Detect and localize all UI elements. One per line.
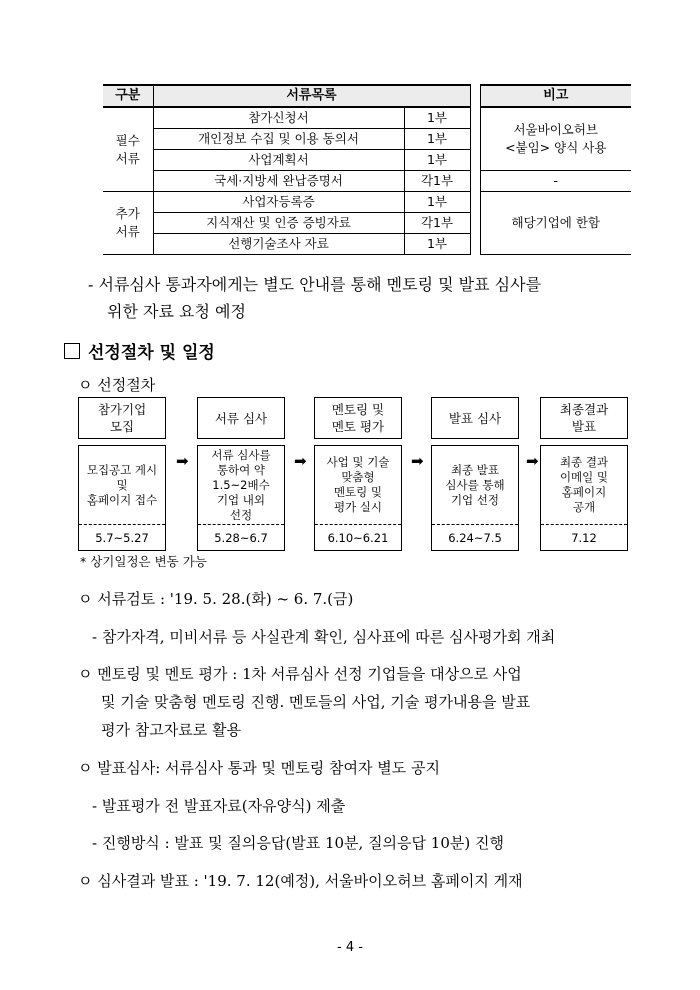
checkbox-square-icon: [64, 343, 80, 359]
note-required: [480, 107, 631, 171]
note-tax: -: [480, 171, 631, 192]
item-result: ㅇ 심사결과 발표 : '19. 7. 12(예정), 서울바이오허브 홈페이지 게재: [78, 872, 523, 890]
step-body: [540, 445, 628, 551]
page-number: - 4 -: [337, 940, 363, 955]
qty-cell: 1부: [404, 234, 470, 255]
step-date: 5.7~5.27: [79, 524, 165, 550]
item-mentoring-line2: 및 기술 맞춤형 멘토링 진행. 멘토들의 사업, 기술 평가내용을 발표: [101, 693, 531, 711]
header-note: 비고: [480, 85, 631, 107]
step-title: 멘토링 및 멘토 평가: [314, 397, 402, 439]
group-required-label-bottom: 서류: [115, 150, 140, 166]
step-date: 6.10~6.21: [315, 524, 401, 550]
item-presentation-sub1: - 발표평가 전 발표자료(자유양식) 제출: [92, 797, 346, 815]
step-desc: 최종 발표 심사를 통해 기업 선정: [445, 462, 505, 507]
step-date: 5.28~6.7: [198, 524, 284, 550]
doc-cell: 국세·지방세 완납증명서: [153, 171, 404, 192]
item-review-sub: - 참가자격, 미비서류 등 사실관계 확인, 심사표에 따른 심사평가회 개최: [92, 628, 556, 646]
table-row: [103, 171, 631, 192]
doc-cell: 참가신청서: [153, 107, 404, 129]
step-title: 발표 심사: [431, 397, 519, 439]
step-desc: 모집공고 게시 및 홈페이지 접수: [86, 462, 158, 507]
step-date: 7.12: [541, 524, 627, 550]
header-documents: 서류목록: [153, 85, 470, 107]
table-gap: [470, 107, 480, 255]
group-additional: [103, 192, 153, 255]
step-body: [314, 445, 402, 551]
item-mentoring-line3: 평가 참고자료로 활용: [101, 721, 241, 739]
step-title: 서류 심사: [197, 397, 285, 439]
table-header-row: [103, 85, 631, 107]
table-row: [103, 107, 631, 129]
group-additional-label-bottom: 서류: [115, 224, 140, 239]
note-line-1: - 서류심사 통과자에게는 별도 안내를 통해 멘토링 및 발표 심사를: [88, 275, 542, 294]
step-recruit: [78, 397, 166, 551]
qty-cell: 1부: [404, 150, 470, 171]
item-mentoring-line1: ㅇ 멘토링 및 멘토 평가 : 1차 서류심사 선정 기업들을 대상으로 사업: [78, 665, 522, 683]
table-gap: [470, 85, 480, 107]
section-title: [64, 338, 215, 363]
section-title-text: 선정절차 및 일정: [88, 343, 215, 363]
header-category: 구분: [103, 85, 153, 107]
table-row: [103, 192, 631, 213]
doc-cell: 지식재산 및 인증 증빙자료: [153, 213, 404, 234]
step-desc: 사업 및 기술 맞춤형 멘토링 및 평가 실시: [326, 455, 390, 514]
note-required-line1: 서울바이오허브: [513, 122, 599, 137]
step-desc: 서류 심사를 통하여 약 1.5~2배수 기업 내외 선정: [211, 447, 271, 522]
qty-cell: 1부: [404, 129, 470, 150]
process-label: ㅇ 선정절차: [78, 376, 156, 394]
step-desc: 최종 결과 이메일 및 홈페이지 공개: [559, 455, 609, 514]
doc-cell: 개인정보 수집 및 이용 동의서: [153, 129, 404, 150]
doc-cell: 사업계획서: [153, 150, 404, 171]
group-required-label-top: 필수: [115, 132, 140, 148]
note-additional: 해당기업에 한함: [480, 192, 631, 255]
arrow-right-icon: ➡: [294, 452, 307, 470]
arrow-right-icon: ➡: [176, 452, 189, 470]
item-presentation-sub2: - 진행방식 : 발표 및 질의응답(발표 10분, 질의응답 10분) 진행: [92, 834, 504, 852]
group-additional-label-top: 추가: [115, 206, 140, 221]
arrow-right-icon: ➡: [411, 452, 424, 470]
step-body: [431, 445, 519, 551]
item-review: ㅇ 서류검토 : '19. 5. 28.(화) ~ 6. 7.(금): [78, 590, 354, 608]
note-required-line2: <붙임> 양식 사용: [505, 140, 607, 155]
schedule-footnote: * 상기일정은 변동 가능: [80, 554, 207, 569]
doc-cell: 사업자등록증: [153, 192, 404, 213]
step-final-result: [540, 397, 628, 551]
qty-cell: 각1부: [404, 171, 470, 192]
step-title: 최종결과 발표: [540, 397, 628, 439]
qty-cell: 1부: [404, 192, 470, 213]
step-body: [197, 445, 285, 551]
item-presentation: ㅇ 발표심사: 서류심사 통과 및 멘토링 참여자 별도 공지: [78, 759, 440, 777]
step-date: 6.24~7.5: [432, 524, 518, 550]
step-presentation: [431, 397, 519, 551]
doc-cell: 선행기술조사 자료: [153, 234, 404, 255]
arrow-right-icon: ➡: [526, 452, 539, 470]
step-mentoring: [314, 397, 402, 551]
note-line-2: 위한 자료 요청 예정: [107, 302, 246, 321]
qty-cell: 1부: [404, 107, 470, 129]
step-title: 참가기업 모집: [78, 397, 166, 439]
qty-cell: 각1부: [404, 213, 470, 234]
step-document-review: [197, 397, 285, 551]
step-body: [78, 445, 166, 551]
documents-table: [103, 84, 631, 255]
group-required: [103, 107, 153, 192]
